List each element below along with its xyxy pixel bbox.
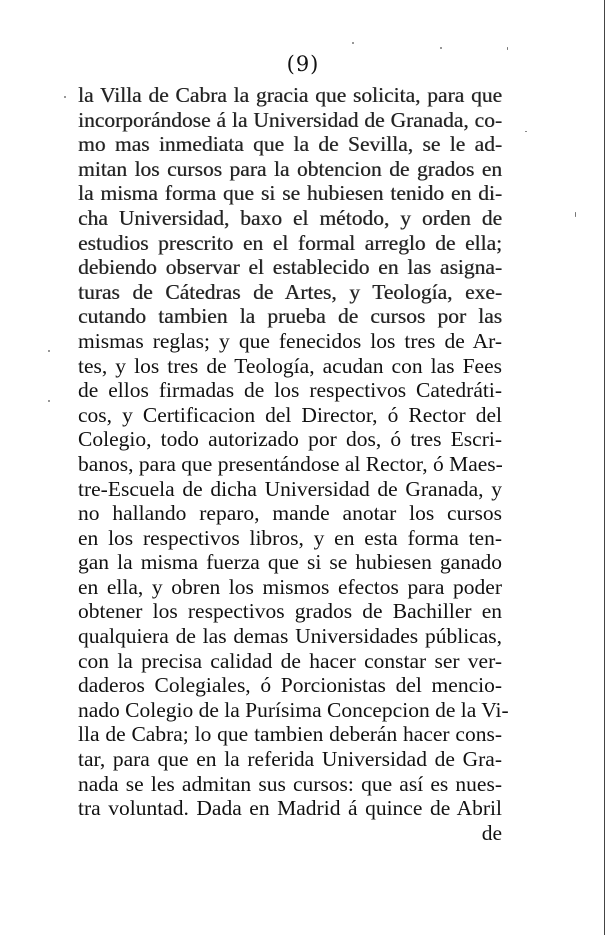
- text-line: tar, para que en la referida Universidad de Gra-: [78, 747, 502, 772]
- catchword: de: [481, 820, 502, 845]
- text-line: tes, y los tres de Teología, acudan con las Fees: [78, 353, 502, 378]
- text-line: qualquiera de las demas Universidades públicas,: [78, 624, 502, 649]
- scan-speck: [352, 42, 354, 44]
- text-line: cutando tambien la prueba de cursos por las: [78, 304, 502, 329]
- text-line: gan la misma fuerza que si se hubiesen ganado: [78, 550, 502, 575]
- scan-speck: [575, 212, 576, 217]
- scan-speck: [440, 47, 442, 49]
- text-line: cha Universidad, baxo el método, y orden de: [78, 205, 502, 230]
- text-line: la Villa de Cabra la gracia que solicita, para que: [78, 83, 502, 107]
- text-line: incorporándose á la Universidad de Granada, co-: [78, 107, 502, 132]
- text-line: la misma forma que si se hubiesen tenido en di-: [78, 181, 502, 206]
- scan-speck: [525, 131, 527, 132]
- text-line: tra voluntad. Dada en Madrid á quince de Abril: [78, 796, 502, 821]
- text-line: con la precisa calidad de hacer constar ser ver-: [78, 648, 502, 673]
- text-line: nada se les admitan sus cursos: que así es nues-: [78, 771, 502, 796]
- scan-speck: [64, 96, 66, 98]
- text-line: obtener los respectivos grados de Bachiller en: [78, 599, 502, 624]
- text-line: turas de Cátedras de Artes, y Teología, exe-: [78, 279, 502, 304]
- text-line: Colegio, todo autorizado por dos, ó tres Escri-: [78, 427, 502, 452]
- text-line: mitan los cursos para la obtencion de grados en: [78, 156, 502, 181]
- page-edge-rule: [604, 0, 605, 935]
- text-line: banos, para que presentándose al Rector, ó Maes-: [78, 451, 503, 476]
- text-line: debiendo observar el establecido en las asigna-: [78, 255, 502, 280]
- text-line: lla de Cabra; lo que tambien deberán hacer cons-: [78, 722, 502, 747]
- text-line: mo mas inmediata que la de Sevilla, se le ad-: [78, 132, 502, 157]
- text-line: mismas reglas; y que fenecidos los tres de Ar-: [78, 328, 502, 353]
- text-line: en ella, y obren los mismos efectos para poder: [78, 574, 502, 599]
- text-line: estudios prescrito en el formal arreglo de ella;: [78, 230, 502, 255]
- page-number: (9): [286, 52, 320, 76]
- text-line: tre-Escuela de dicha Universidad de Granada, y: [78, 476, 502, 501]
- scan-speck: [48, 350, 50, 352]
- text-line: no hallando reparo, mande anotar los cursos: [78, 501, 502, 526]
- text-line: nado Colegio de la Purísima Concepcion de la Vi-: [78, 697, 509, 722]
- text-line: cos, y Certificacion del Director, ó Rector del: [78, 402, 502, 427]
- body-text: [78, 83, 509, 845]
- scan-speck: [507, 47, 508, 50]
- scan-speck: [48, 400, 50, 402]
- text-line: daderos Colegiales, ó Porcionistas del mencio-: [78, 673, 502, 698]
- text-line: de ellos firmadas de los respectivos Catedráti-: [78, 378, 502, 403]
- text-line: en los respectivos libros, y en esta forma ten-: [78, 525, 502, 550]
